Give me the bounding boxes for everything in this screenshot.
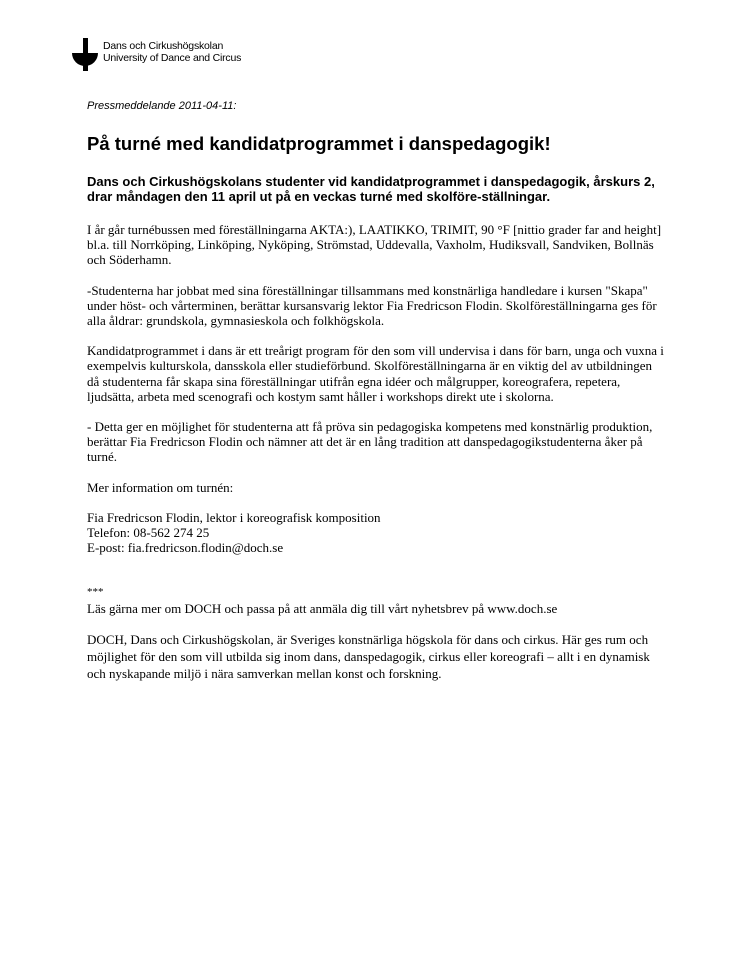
contact-phone: Telefon: 08-562 274 25 [87, 525, 210, 541]
paragraph-quote-tradition: - Detta ger en möjlighet för studenterna att få pröva sin pedagogiska kompetens med konstnärlig produktion, berättar Fia Fredricson Flodin och nämner att det är en lång tradition att danspedagogikstudenterna åker på turné. [87, 419, 653, 465]
paragraph-quote-course: -Studenterna har jobbat med sina föreställningar tillsammans med konstnärliga handledare i kursen "Skapa" under höst- och vårterminen, berättar kursansvarig lektor Fia Fredricson Flodin. Skolföreställningarna ges för alla åldrar: grundskola, gymnasieskola och folkhögskola. [87, 282, 657, 329]
press-release-body [87, 100, 667, 682]
separator: *** [87, 586, 104, 599]
paragraph-program-description: Kandidatprogrammet i dans är ett treårigt program för den som vill undervisa i dans för barn, unga och vuxna i exempelvis kulturskola, dansskola eller studieförbund. Skolföreställningarna är en viktig del av utbildningen då studenterna får skapa sina föreställningar utifrån egna idéer och målgrupper, koreografera, repetera, ljudsätta, arbeta med scenografi och kostym samt håller i workshops direkt ute i skolorna. [87, 343, 664, 404]
logo-line-english: University of Dance and Circus [103, 52, 242, 64]
press-release-date: Pressmeddelande 2011-04-11: [87, 100, 237, 112]
paragraph-more-info: Mer information om turnén: [87, 479, 234, 495]
contact-email: E-post: fia.fredricson.flodin@doch.se [87, 540, 284, 556]
lead-paragraph: Dans och Cirkushögskolans studenter vid kandidatprogrammet i danspedagogik, årskurs 2, drar måndagen den 11 april ut på en veckas turné med skolföre-ställningar. [87, 174, 655, 204]
doch-logo-mark-icon [70, 38, 100, 72]
about-doch: DOCH, Dans och Cirkushögskolan, är Sveriges konstnärliga högskola för dans och cirkus. Här ges rum och möjlighet för den som vill utbilda sig inom dans, danspedagogik, cirkus eller koreografi – allt i en dynamisk och nyskapande miljö i nära samverkan mellan konst och forskning. [87, 631, 650, 681]
contact-name: Fia Fredricson Flodin, lektor i koreografisk komposition [87, 509, 381, 525]
newsletter-text: Läs gärna mer om DOCH och passa på att anmäla dig till vårt nyhetsbrev på www.doch.se [87, 600, 558, 616]
headline: På turné med kandidatprogrammet i danspedagogik! [87, 133, 551, 154]
paragraph-tour-stops: I år går turnébussen med föreställningarna AKTA:), LAATIKKO, TRIMIT, 90 °F [nittio grader far and height] bl.a. till Norrköping, Linköping, Nyköping, Strömstad, Uddevalla, Vaxholm, Hudiksvall, Sandviken, Bollnäs och Söderhamn. [87, 222, 662, 268]
logo-line-swedish: Dans och Cirkushögskolan [103, 40, 224, 52]
logo-text [103, 40, 241, 64]
